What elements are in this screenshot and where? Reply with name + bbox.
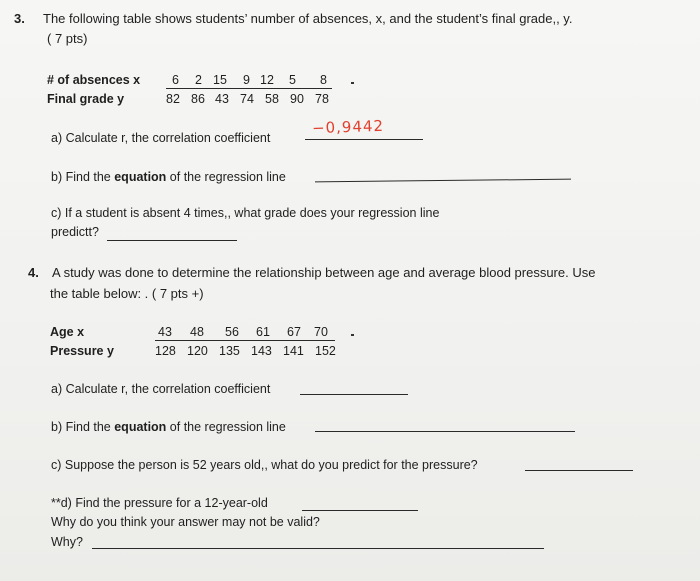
q4-b-answer-line[interactable] (315, 431, 575, 432)
q4-y-value: 128 (155, 344, 176, 358)
q3-handwritten-answer: −0,9442 (311, 116, 385, 138)
q3-part-c-line2: predictt? (51, 225, 99, 239)
q3-x-value: 12 (260, 73, 274, 87)
q4-a-answer-line[interactable] (300, 394, 408, 395)
q4-table-dot (351, 334, 354, 336)
q3-points: ( 7 pts) (47, 31, 88, 46)
q3-y-value: 74 (240, 92, 254, 106)
q4-part-d-line2: Why do you think your answer may not be valid? (51, 515, 320, 529)
q3-y-value: 82 (166, 92, 180, 106)
q4-y-value: 135 (219, 344, 240, 358)
q4-b-prefix: b) Find the (51, 420, 115, 434)
q4-part-d: **d) Find the pressure for a 12-year-old (51, 496, 268, 510)
q3-part-c: c) If a student is absent 4 times,, what grade does your regression line (51, 206, 440, 220)
q4-why-answer-line[interactable] (92, 548, 544, 549)
q3-row-y-label: Final grade y (47, 92, 125, 106)
q3-y-value: 86 (191, 92, 205, 106)
q4-c-answer-line[interactable] (525, 470, 633, 471)
q4-y-value: 141 (283, 344, 304, 358)
q3-b-answer-line[interactable] (315, 179, 571, 183)
q3-y-value: 58 (265, 92, 279, 106)
q3-part-b (51, 170, 286, 184)
q3-y-value: 78 (315, 92, 329, 106)
q4-x-value: 70 (314, 325, 328, 339)
q4-x-value: 67 (287, 325, 301, 339)
q4-part-c: c) Suppose the person is 52 years old,, what do you predict for the pressure? (51, 458, 478, 472)
q4-table-divider (155, 340, 335, 341)
q3-y-value: 43 (215, 92, 229, 106)
q4-x-value: 43 (158, 325, 172, 339)
q4-y-value: 152 (315, 344, 336, 358)
q4-d-answer-line[interactable] (302, 510, 418, 511)
q4-b-bold: equation (114, 420, 167, 434)
q4-row-x-label: Age x (50, 325, 85, 339)
q4-number: 4. (28, 265, 39, 280)
q4-prompt: A study was done to determine the relationship between age and average blood pressure. Use (52, 265, 596, 280)
q3-x-value: 8 (320, 73, 327, 87)
q4-y-value: 143 (251, 344, 272, 358)
q4-prompt-line2: the table below: . ( 7 pts +) (50, 286, 204, 301)
q3-a-answer-line[interactable] (305, 139, 423, 140)
q3-part-a: a) Calculate r, the correlation coefficient (51, 131, 271, 145)
q3-number: 3. (14, 11, 25, 26)
q3-table-divider (166, 88, 332, 89)
q4-part-d-line3: Why? (51, 535, 83, 549)
q4-part-b (51, 420, 286, 434)
q3-x-value: 5 (289, 73, 296, 87)
q4-x-value: 48 (190, 325, 204, 339)
q3-table-dot (351, 82, 354, 84)
q3-c-answer-line[interactable] (107, 240, 237, 241)
q3-x-value: 15 (213, 73, 227, 87)
q4-y-value: 120 (187, 344, 208, 358)
q3-row-x-label: # of absences x (47, 73, 141, 87)
q3-x-value: 2 (195, 73, 202, 87)
q4-x-value: 56 (225, 325, 239, 339)
q4-part-a: a) Calculate r, the correlation coefficient (51, 382, 271, 396)
q3-x-value: 6 (172, 73, 179, 87)
q4-x-value: 61 (256, 325, 270, 339)
q4-row-y-label: Pressure y (50, 344, 114, 358)
q3-y-value: 90 (290, 92, 304, 106)
q3-b-bold: equation (114, 170, 167, 184)
q3-x-value: 9 (243, 73, 250, 87)
q3-b-prefix: b) Find the (51, 170, 115, 184)
q4-b-suffix: of the regression line (166, 420, 286, 434)
q3-b-suffix: of the regression line (166, 170, 286, 184)
q3-prompt: The following table shows students’ number of absences, x, and the student’s final grade,, y. (43, 11, 573, 26)
